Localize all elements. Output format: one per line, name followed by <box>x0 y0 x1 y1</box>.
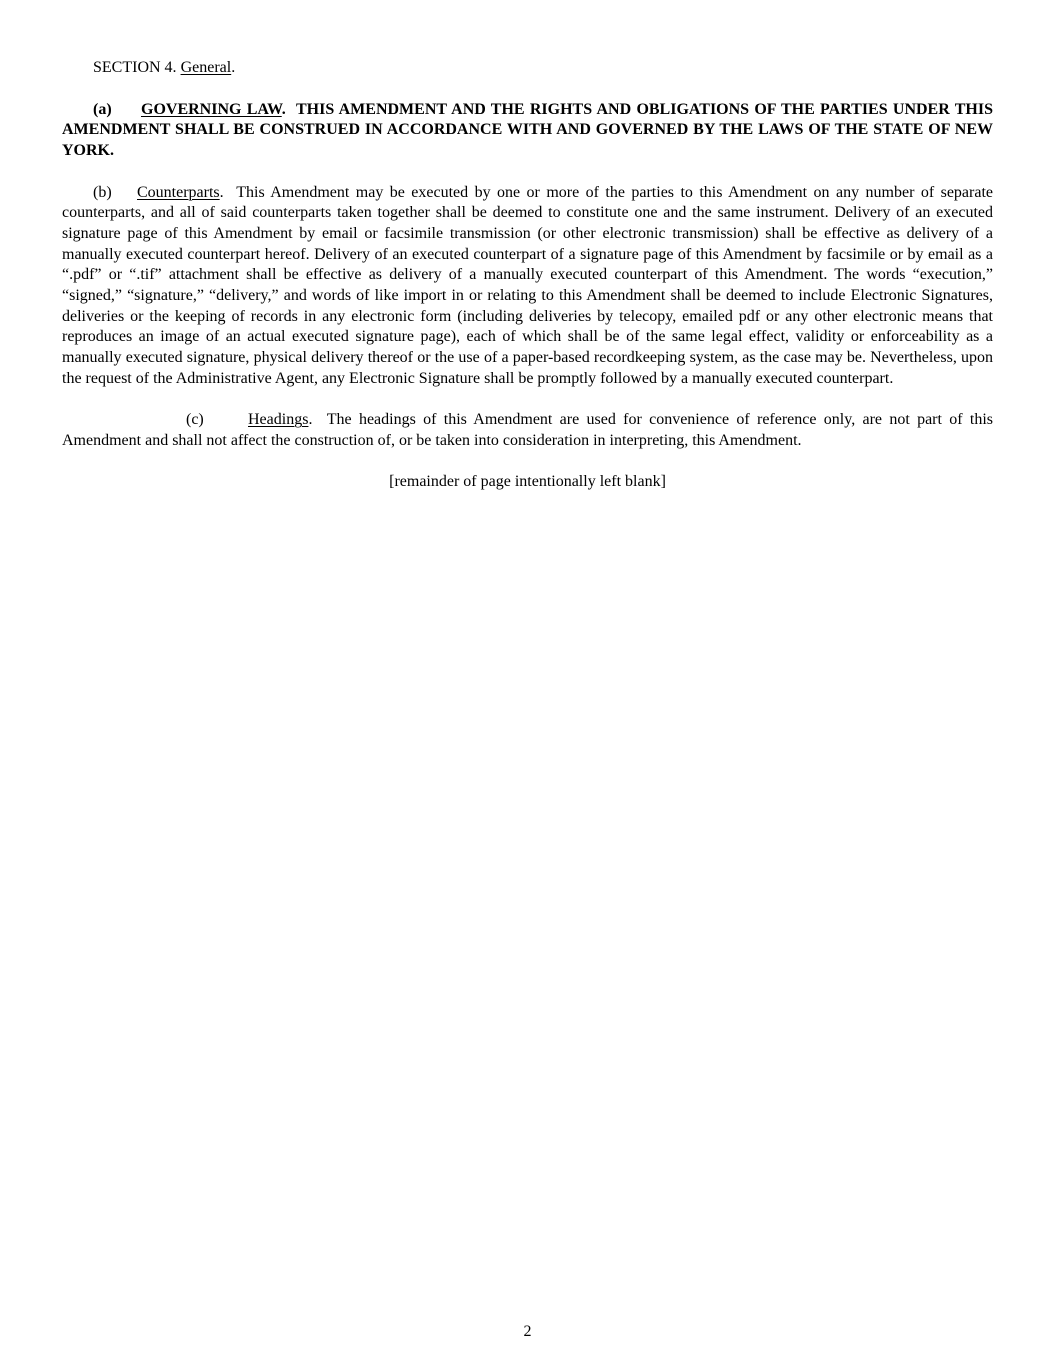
section-heading <box>93 58 993 79</box>
section-label: SECTION 4. <box>93 59 177 76</box>
counterparts-body: This Amendment may be executed by one or more of the parties to this Amendment on any number of separate counterparts, and all of said counterparts taken together shall be deemed to constitute one and the same instrument. Delivery of an executed signature page of this Amendment by email or facsimile transmission (or other electronic transmission) shall be effective as delivery of a manually executed counterpart hereof. Delivery of an executed counterpart of a signature page of this Amendment by facsimile or by email as a “.pdf” or “.tif” attachment shall be effective as delivery of a manually executed counterpart of this Amendment. The words “execution,” “signed,” “signature,” “delivery,” and words of like import in or relating to this Amendment shall be deemed to include Electronic Signatures, deliveries or the keeping of records in any electronic form (including deliveries by telecopy, emailed pdf or any other electronic means that reproduces an image of an actual executed signature page), each of which shall be of the same legal effect, validity or enforceability as a manually executed signature, physical delivery thereof or the use of a paper-based recordkeeping system, as the case may be. Nevertheless, upon the request of the Administrative Agent, any Electronic Signature shall be promptly followed by a manually executed counterpart. <box>62 183 994 387</box>
headings-heading-suffix: . <box>308 411 313 429</box>
governing-law-body: THIS AMENDMENT AND THE RIGHTS AND OBLIGATIONS OF THE PARTIES UNDER THIS AMENDMENT SHALL BE CONSTRUED IN ACCORDANCE WITH AND GOVERNED BY THE LAWS OF THE STATE OF NEW YORK. <box>62 100 993 160</box>
paragraph-marker-a: (a) <box>93 100 112 118</box>
page-number: 2 <box>523 1323 532 1340</box>
governing-law-heading-suffix: . <box>281 100 286 118</box>
paragraph-headings <box>62 410 993 451</box>
paragraph-marker-b: (b) <box>93 183 112 201</box>
paragraph-counterparts <box>62 183 993 390</box>
section-title: General <box>180 59 232 76</box>
paragraph-marker-c: (c) <box>186 411 204 429</box>
counterparts-heading-suffix: . <box>219 183 224 201</box>
governing-law-heading: GOVERNING LAW <box>141 100 282 118</box>
section-title-suffix: . <box>231 59 236 76</box>
counterparts-heading: Counterparts <box>137 183 220 201</box>
headings-heading: Headings <box>248 411 309 429</box>
remainder-note: [remainder of page intentionally left blank] <box>389 473 666 491</box>
headings-body: The headings of this Amendment are used for convenience of reference only, are not part of this Amendment and shall not affect the construction of, or be taken into consideration in interpreting, this Amendment. <box>62 411 993 449</box>
document-page <box>62 58 993 493</box>
paragraph-governing-law <box>62 100 993 162</box>
